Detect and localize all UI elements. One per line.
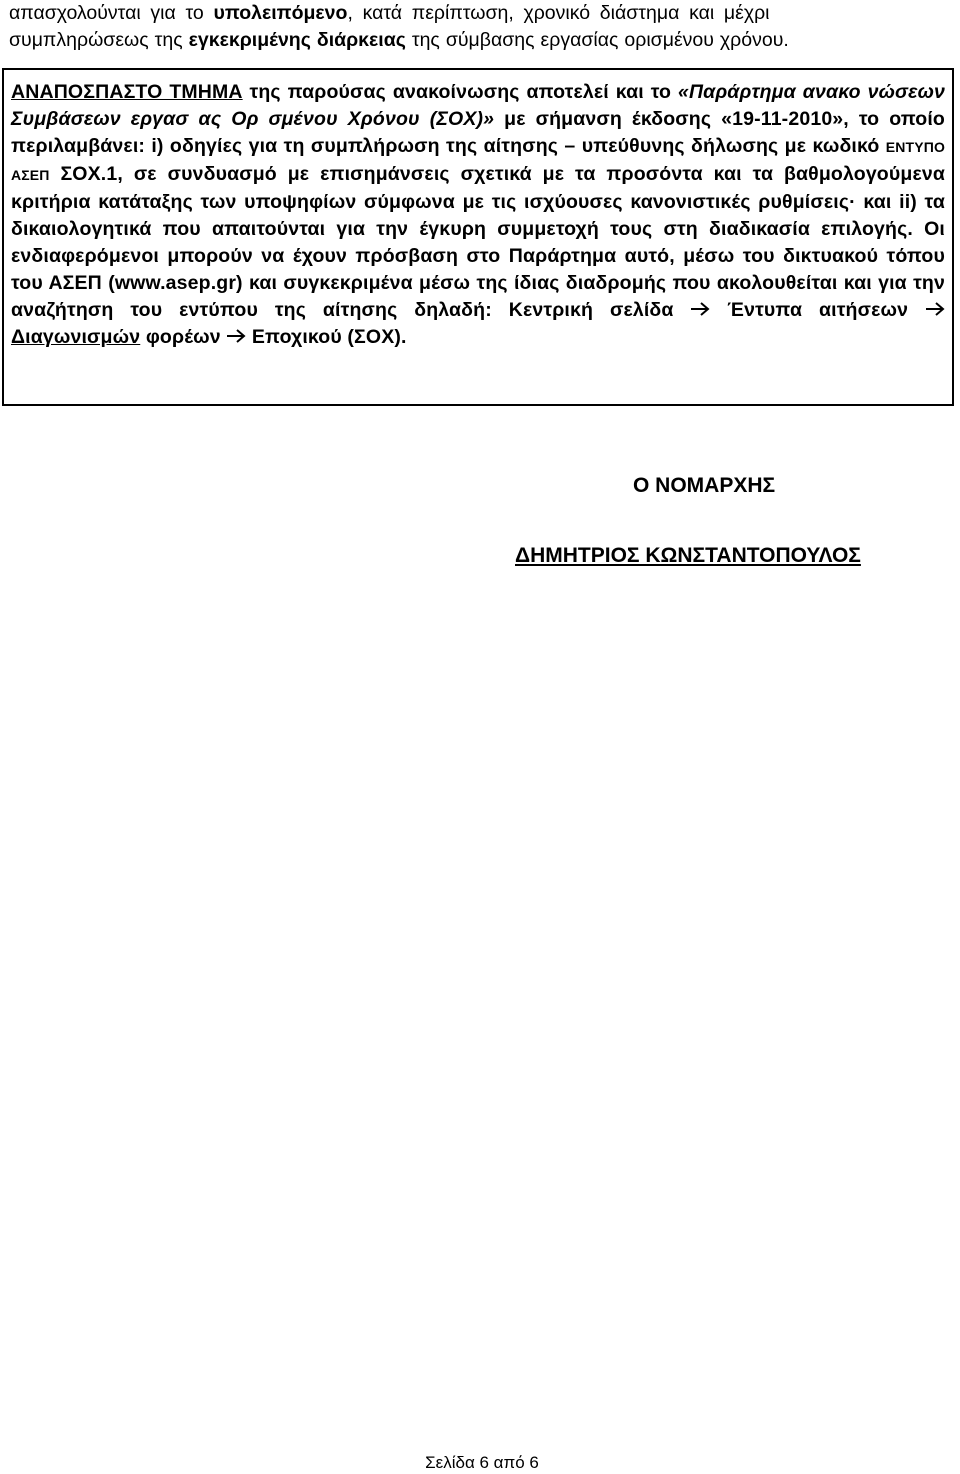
path-step: Διαγωνισμών [11,326,141,348]
arrow-right-icon [226,328,246,344]
section-heading: ΑΝΑΠΟΣΠΑΣΤΟ ΤΜΗΜΑ [11,81,243,103]
signatory-name: ΔΗΜΗΤΡΙΟΣ ΚΩΝΣΤΑΝΤΟΠΟΥΛΟΣ [515,544,861,567]
detachable-section-box [2,68,954,406]
intro-line-2 [9,27,951,54]
intro-text: συμπληρώσεως της [9,29,189,51]
form-code: ΕΝΤΥΠΟ ΑΣΕΠ [11,139,945,183]
annex-title: «Παράρτημα ανακο νώσεων Συμβάσεων εργασ ας Ορ σμένου Χρόνου (ΣΟΧ)» [11,81,945,130]
body-text: ΣΟΧ.1, σε συνδυασμό με επισημάνσεις σχετικά με τα προσόντα και τα βαθμολογούμενα κριτήρια κατάταξης των υποψηφίων σύμφωνα με τις ισχύουσες κανονιστικές ρυθμίσεις· και ii) τα δικαιολογητικά που απαιτούνται για την έγκυρη συμμετοχή τους στη διαδικασία επιλογής. Οι ενδιαφερόμενοι μπορούν να έχουν πρόσβαση στο Παράρτημα αυτό, μέσω του δικτυακού τόπου του ΑΣΕΠ (www.asep.gr) και συγκεκριμένα μέσω της ίδιας διαδρομής που ακολουθείται και για την αναζήτηση του εντύπου της αίτησης δηλαδή: Κεντρική σελίδα [11,163,945,321]
intro-line-1 [9,0,951,27]
body-text: της παρούσας ανακοίνωσης αποτελεί και το [242,81,678,103]
arrow-right-icon [690,301,710,317]
path-step: Έντυπα αιτήσεων [710,299,925,321]
path-step: φορέων [140,326,227,348]
body-text: με σήμανση έκδοσης «19-11-2010», το οποίο περιλαμβάνει: i) οδηγίες για τη συμπλήρωση της αίτησης – υπεύθυνης δήλωσης με κωδικό [11,108,945,157]
detachable-section-text [11,79,945,351]
intro-paragraph [9,0,951,54]
page-number: Σελίδα 6 από 6 [425,1453,539,1472]
intro-text: της σύμβασης εργασίας ορισμένου χρόνου. [405,29,789,51]
page-footer [0,1453,960,1473]
intro-text: απασχολούνται για το [9,2,214,24]
intro-bold-term: εγκεκριμένης διάρκειας [188,29,406,51]
intro-bold-term: υπολειπόμενο [213,2,348,24]
arrow-right-icon [925,301,945,317]
signatory-role: Ο ΝΟΜΑΡΧΗΣ [633,474,776,497]
path-step: Εποχικού (ΣΟΧ). [246,326,407,348]
intro-text: , κατά περίπτωση, χρονικό διάστημα και μέχρι [347,2,770,24]
